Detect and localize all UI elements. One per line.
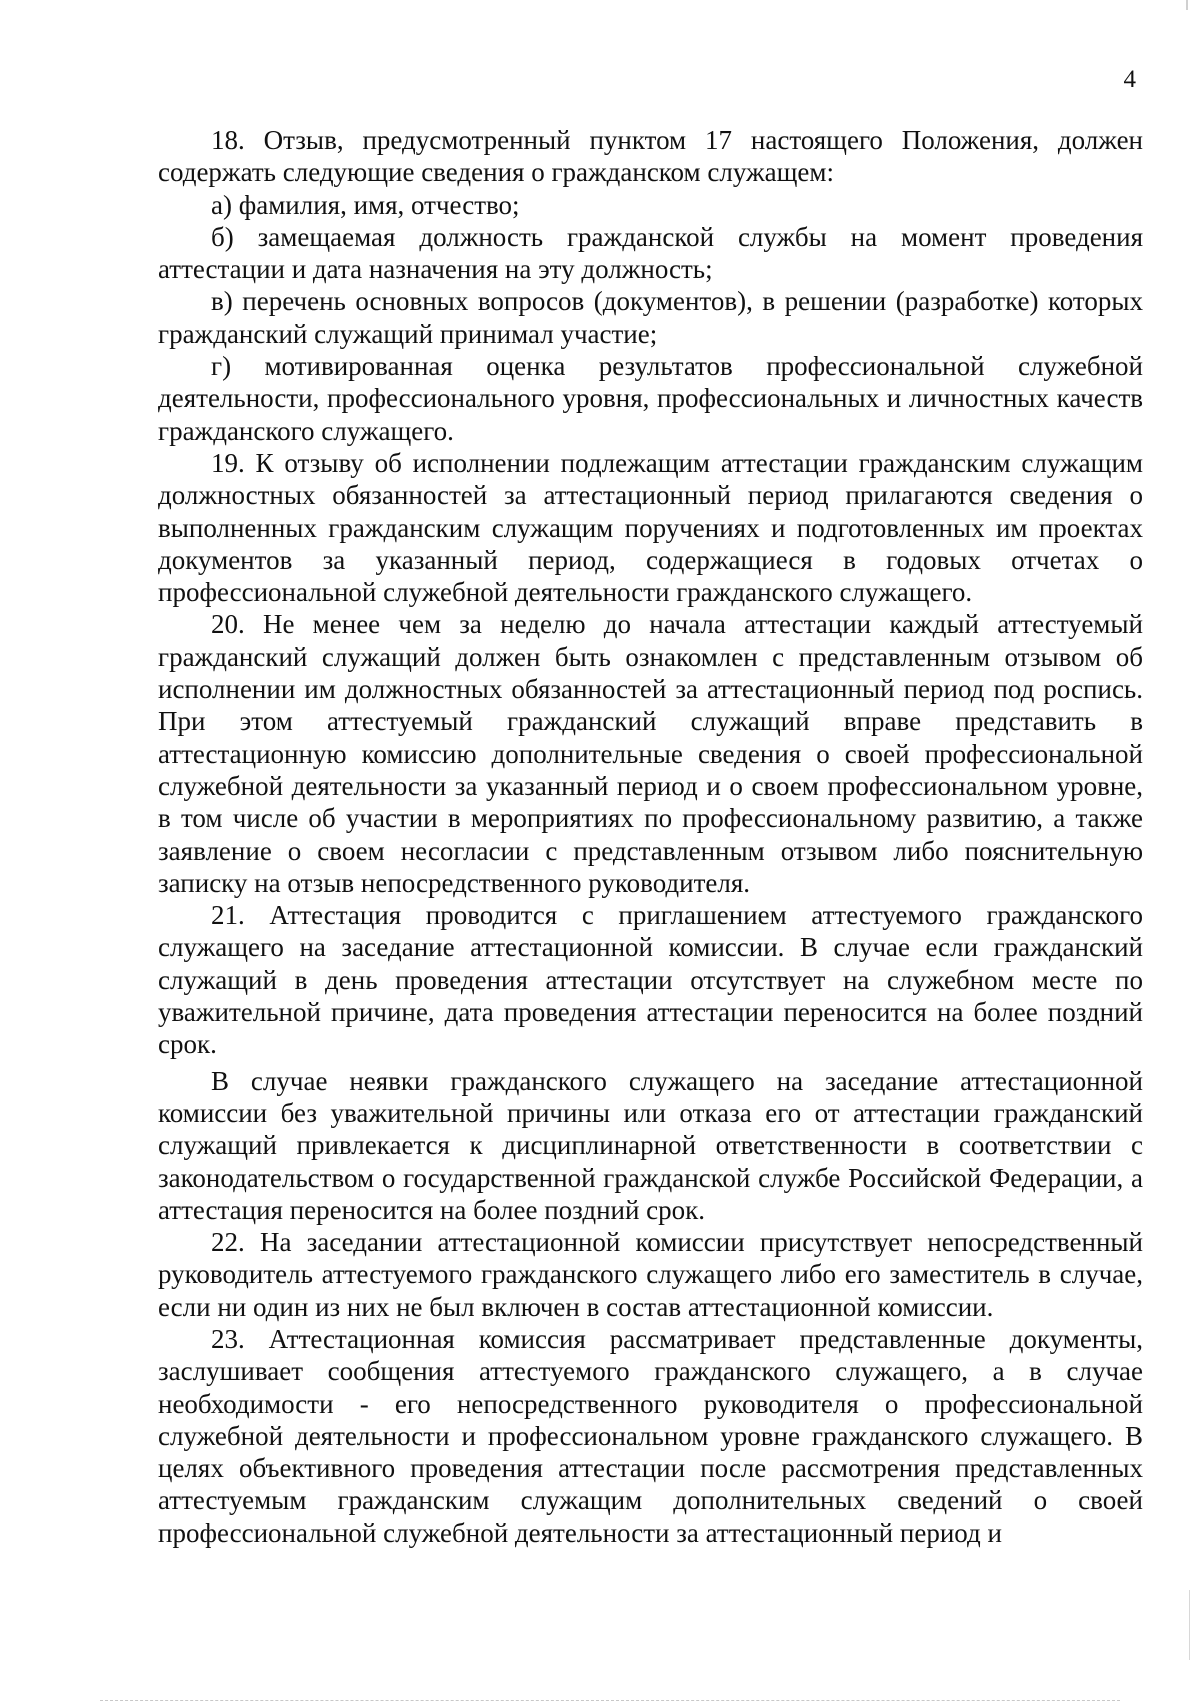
paragraph-18-item-g: г) мотивированная оценка результатов профессиональной служебной деятельности, профессионального уровня, профессиональных и личностных качеств гражданского служащего.	[158, 351, 1143, 446]
paragraph-22: 22. На заседании аттестационной комиссии присутствует непосредственный руководитель аттестуемого гражданского служащего либо его заместитель в случае, если ни один из них не был включен в состав аттестационной комиссии.	[158, 1227, 1143, 1322]
paragraph-18-item-b: б) замещаемая должность гражданской службы на момент проведения аттестации и дата назначения на эту должность;	[158, 221, 1143, 285]
paragraph-20: 20. Не менее чем за неделю до начала аттестации каждый аттестуемый гражданский служащий должен быть ознакомлен с представленным отзывом об исполнении им должностных обязанностей за аттестационный период под роспись. При этом аттестуемый гражданский служащий вправе представить в аттестационную комиссию дополнительные сведения о своей профессиональной служебной деятельности за указанный период и о своем профессиональном уровне, в том числе об участии в мероприятиях по профессиональному развитию, а также заявление о своем несогласии с представленным отзывом либо пояснительную записку на отзыв непосредственного руководителя.	[158, 609, 1143, 898]
paragraph-21: 21. Аттестация проводится с приглашением аттестуемого гражданского служащего на заседание аттестационной комиссии. В случае если гражданский служащий в день проведения аттестации отсутствует на служебном месте по уважительной причине, дата проведения аттестации переносится на более поздний срок.	[158, 900, 1143, 1060]
paragraph-18-item-v: в) перечень основных вопросов (документов), в решении (разработке) которых гражданский служащий принимал участие;	[158, 286, 1143, 349]
paragraph-18-intro: 18. Отзыв, предусмотренный пунктом 17 настоящего Положения, должен содержать следующие сведения о гражданском служащем:	[158, 125, 1143, 188]
page-number: 4	[1123, 66, 1136, 93]
paragraph-21-continued: В случае неявки гражданского служащего на заседание аттестационной комиссии без уважительной причины или отказа его от аттестации гражданский служащий привлекается к дисциплинарной ответственности в соответствии с законодательством о государственной гражданской службе Российской Федерации, а аттестация переносится на более поздний срок.	[158, 1065, 1143, 1225]
scan-artifact-mark	[1186, 0, 1188, 10]
paragraph-18-item-a: а) фамилия, имя, отчество;	[211, 189, 520, 220]
scan-artifact-mark	[1189, 1590, 1190, 1660]
paragraph-23: 23. Аттестационная комиссия рассматривает представленные документы, заслушивает сообщения аттестуемого гражданского служащего, а в случае необходимости - его непосредственного руководителя о профессиональной служебной деятельности и профессиональном уровне гражданского служащего. В целях объективного проведения аттестации после рассмотрения представленных аттестуемым гражданским служащим дополнительных сведений о своей профессиональной служебной деятельности за аттестационный период и	[158, 1323, 1143, 1548]
document-body	[158, 124, 1143, 1549]
scan-artifact-line	[100, 1700, 1120, 1701]
paragraph-19: 19. К отзыву об исполнении подлежащим аттестации гражданским служащим должностных обязанностей за аттестационный период прилагаются сведения о выполненных гражданским служащим поручениях и подготовленных им проектах документов за указанный период, содержащиеся в годовых отчетах о профессиональной служебной деятельности гражданского служащего.	[158, 447, 1143, 608]
